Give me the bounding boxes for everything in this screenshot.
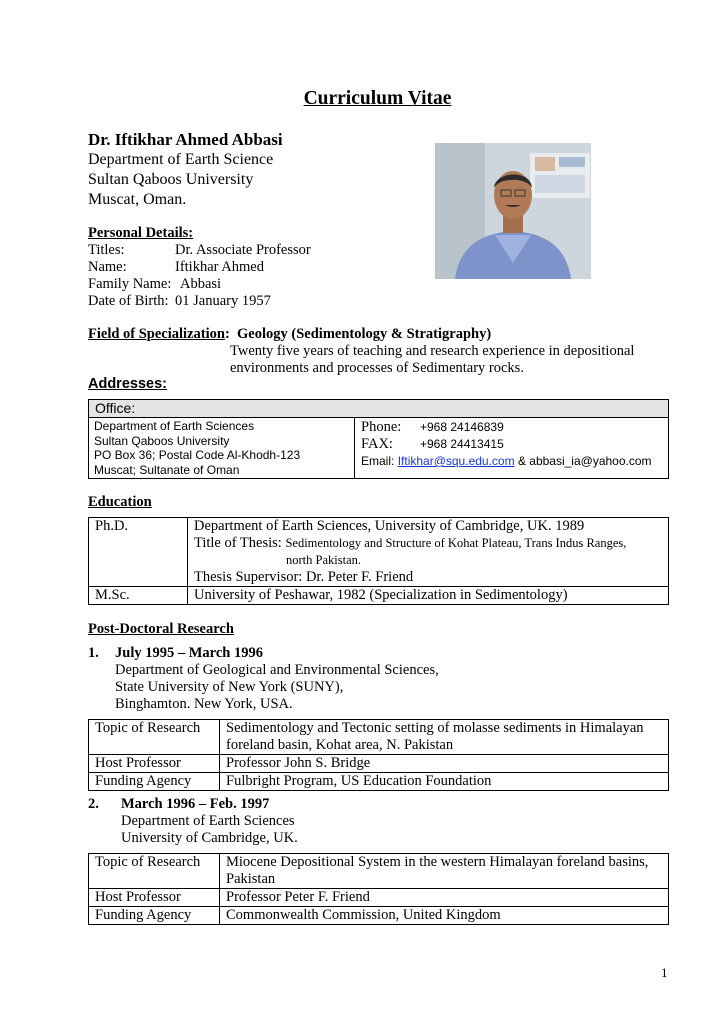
table-row — [89, 907, 669, 925]
topic-value — [220, 854, 669, 889]
host-label: Host Professor — [89, 889, 220, 907]
address-line-1: Department of Earth Sciences — [94, 419, 255, 433]
specialization-value: Geology (Sedimentology & Stratigraphy) — [237, 326, 492, 342]
topic-line2: Pakistan — [226, 871, 276, 887]
thesis-title-line1: Sedimentology and Structure of Kohat Plateau, Trans Indus Ranges, — [285, 536, 627, 550]
funding-value: Fulbright Program, US Education Foundation — [220, 773, 669, 791]
page-number: 1 — [661, 965, 668, 980]
education-row-phd — [89, 518, 669, 587]
address-line-2: Sultan Qaboos University — [94, 433, 230, 448]
host-label: Host Professor — [89, 755, 220, 773]
topic-label: Topic of Research — [89, 720, 220, 755]
thesis-supervisor: Thesis Supervisor: Dr. Peter F. Friend — [194, 569, 414, 585]
funding-label: Funding Agency — [89, 773, 220, 791]
funding-label: Funding Agency — [89, 907, 220, 925]
fax-label: FAX: — [361, 436, 393, 452]
education-table — [88, 517, 669, 605]
dob-label: Date of Birth: — [88, 293, 169, 309]
specialization-desc-line2: environments and processes of Sedimentary rocks. — [230, 360, 524, 376]
postdoc-2-period: March 1996 – Feb. 1997 — [121, 796, 270, 812]
person-name: Dr. Iftikhar Ahmed Abbasi — [88, 130, 283, 149]
dob-value: 01 January 1957 — [175, 293, 271, 309]
phone-label: Phone: — [361, 419, 402, 435]
name-label: Name: — [88, 259, 127, 275]
department-line: Department of Earth Science — [88, 151, 274, 168]
profile-photo — [435, 143, 591, 279]
email-row — [361, 453, 662, 470]
host-value: Professor Peter F. Friend — [220, 889, 669, 907]
postdoc-2-number: 2. — [88, 796, 99, 812]
postdoc-1-line2: State University of New York (SUNY), — [115, 679, 344, 695]
name-value: Iftikhar Ahmed — [175, 259, 264, 275]
email-secondary: & abbasi_ia@yahoo.com — [517, 454, 652, 468]
office-contact-cell — [355, 418, 669, 479]
office-address-cell — [89, 418, 355, 479]
postdoc-2-line1: Department of Earth Sciences — [121, 813, 295, 829]
topic-line2: foreland basin, Kohat area, N. Pakistan — [226, 737, 454, 753]
phone-value: +968 24146839 — [420, 420, 504, 434]
postdoc-1-line1: Department of Geological and Environmental Sciences, — [115, 662, 439, 678]
titles-label: Titles: — [88, 242, 125, 258]
topic-value — [220, 720, 669, 755]
specialization-row: Field of Specialization: Geology (Sedimentology & Stratigraphy) — [88, 326, 492, 342]
phd-institution: Department of Earth Sciences, University of Cambridge, UK. 1989 — [194, 518, 585, 534]
postdoc-2-table — [88, 853, 669, 925]
education-heading: Education — [88, 494, 152, 510]
email-link[interactable]: Iftikhar@squ.edu.com — [397, 454, 515, 468]
table-row — [89, 755, 669, 773]
topic-label: Topic of Research — [89, 854, 220, 889]
topic-line1: Sedimentology and Tectonic setting of molasse sediments in Himalayan — [226, 720, 644, 736]
email-label: Email: — [361, 454, 395, 468]
phone-row — [361, 419, 662, 436]
office-label: Office: — [89, 400, 669, 418]
host-value: Professor John S. Bridge — [220, 755, 669, 773]
postdoc-2-line2: University of Cambridge, UK. — [121, 830, 298, 846]
thesis-title-line2: north Pakistan. — [286, 553, 361, 567]
thesis-label: Title of Thesis — [194, 535, 278, 551]
education-row-msc — [89, 587, 669, 605]
city-line: Muscat, Oman. — [88, 191, 187, 208]
family-name-label: Family Name: — [88, 276, 172, 292]
family-name-value: Abbasi — [180, 276, 222, 292]
specialization-desc-line1: Twenty five years of teaching and research experience in depositional — [230, 343, 635, 359]
msc-value: University of Peshawar, 1982 (Specialization in Sedimentology) — [188, 587, 669, 605]
topic-line1: Miocene Depositional System in the western Himalayan foreland basins, — [226, 854, 649, 870]
funding-value: Commonwealth Commission, United Kingdom — [220, 907, 669, 925]
phd-details — [188, 518, 669, 587]
table-row — [89, 773, 669, 791]
postdoc-1-period: July 1995 – March 1996 — [115, 645, 263, 661]
university-line: Sultan Qaboos University — [88, 171, 254, 188]
postdoc-1-table — [88, 719, 669, 791]
thesis-title-row: Title of Thesis: Sedimentology and Structure of Kohat Plateau, Trans Indus Ranges, — [194, 535, 627, 551]
table-row — [89, 720, 669, 755]
postdoc-1-number: 1. — [88, 645, 99, 661]
table-row — [89, 854, 669, 889]
specialization-label: Field of Specialization — [88, 326, 225, 342]
address-line-4: Muscat; Sultanate of Oman — [94, 462, 240, 477]
postdoc-1-line3: Binghamton. New York, USA. — [115, 696, 293, 712]
phd-label: Ph.D. — [89, 518, 188, 587]
page-title: Curriculum Vitae — [303, 88, 452, 109]
table-row — [89, 889, 669, 907]
msc-label: M.Sc. — [89, 587, 188, 605]
address-table — [88, 399, 669, 479]
fax-value: +968 24413415 — [420, 437, 504, 451]
fax-row — [361, 436, 662, 453]
postdoc-heading: Post-Doctoral Research — [88, 621, 234, 637]
address-line-3: PO Box 36; Postal Code Al-Khodh-123 — [94, 448, 301, 462]
titles-value: Dr. Associate Professor — [175, 242, 311, 258]
personal-details-heading: Personal Details: — [88, 225, 194, 241]
addresses-heading: Addresses: — [88, 376, 167, 392]
